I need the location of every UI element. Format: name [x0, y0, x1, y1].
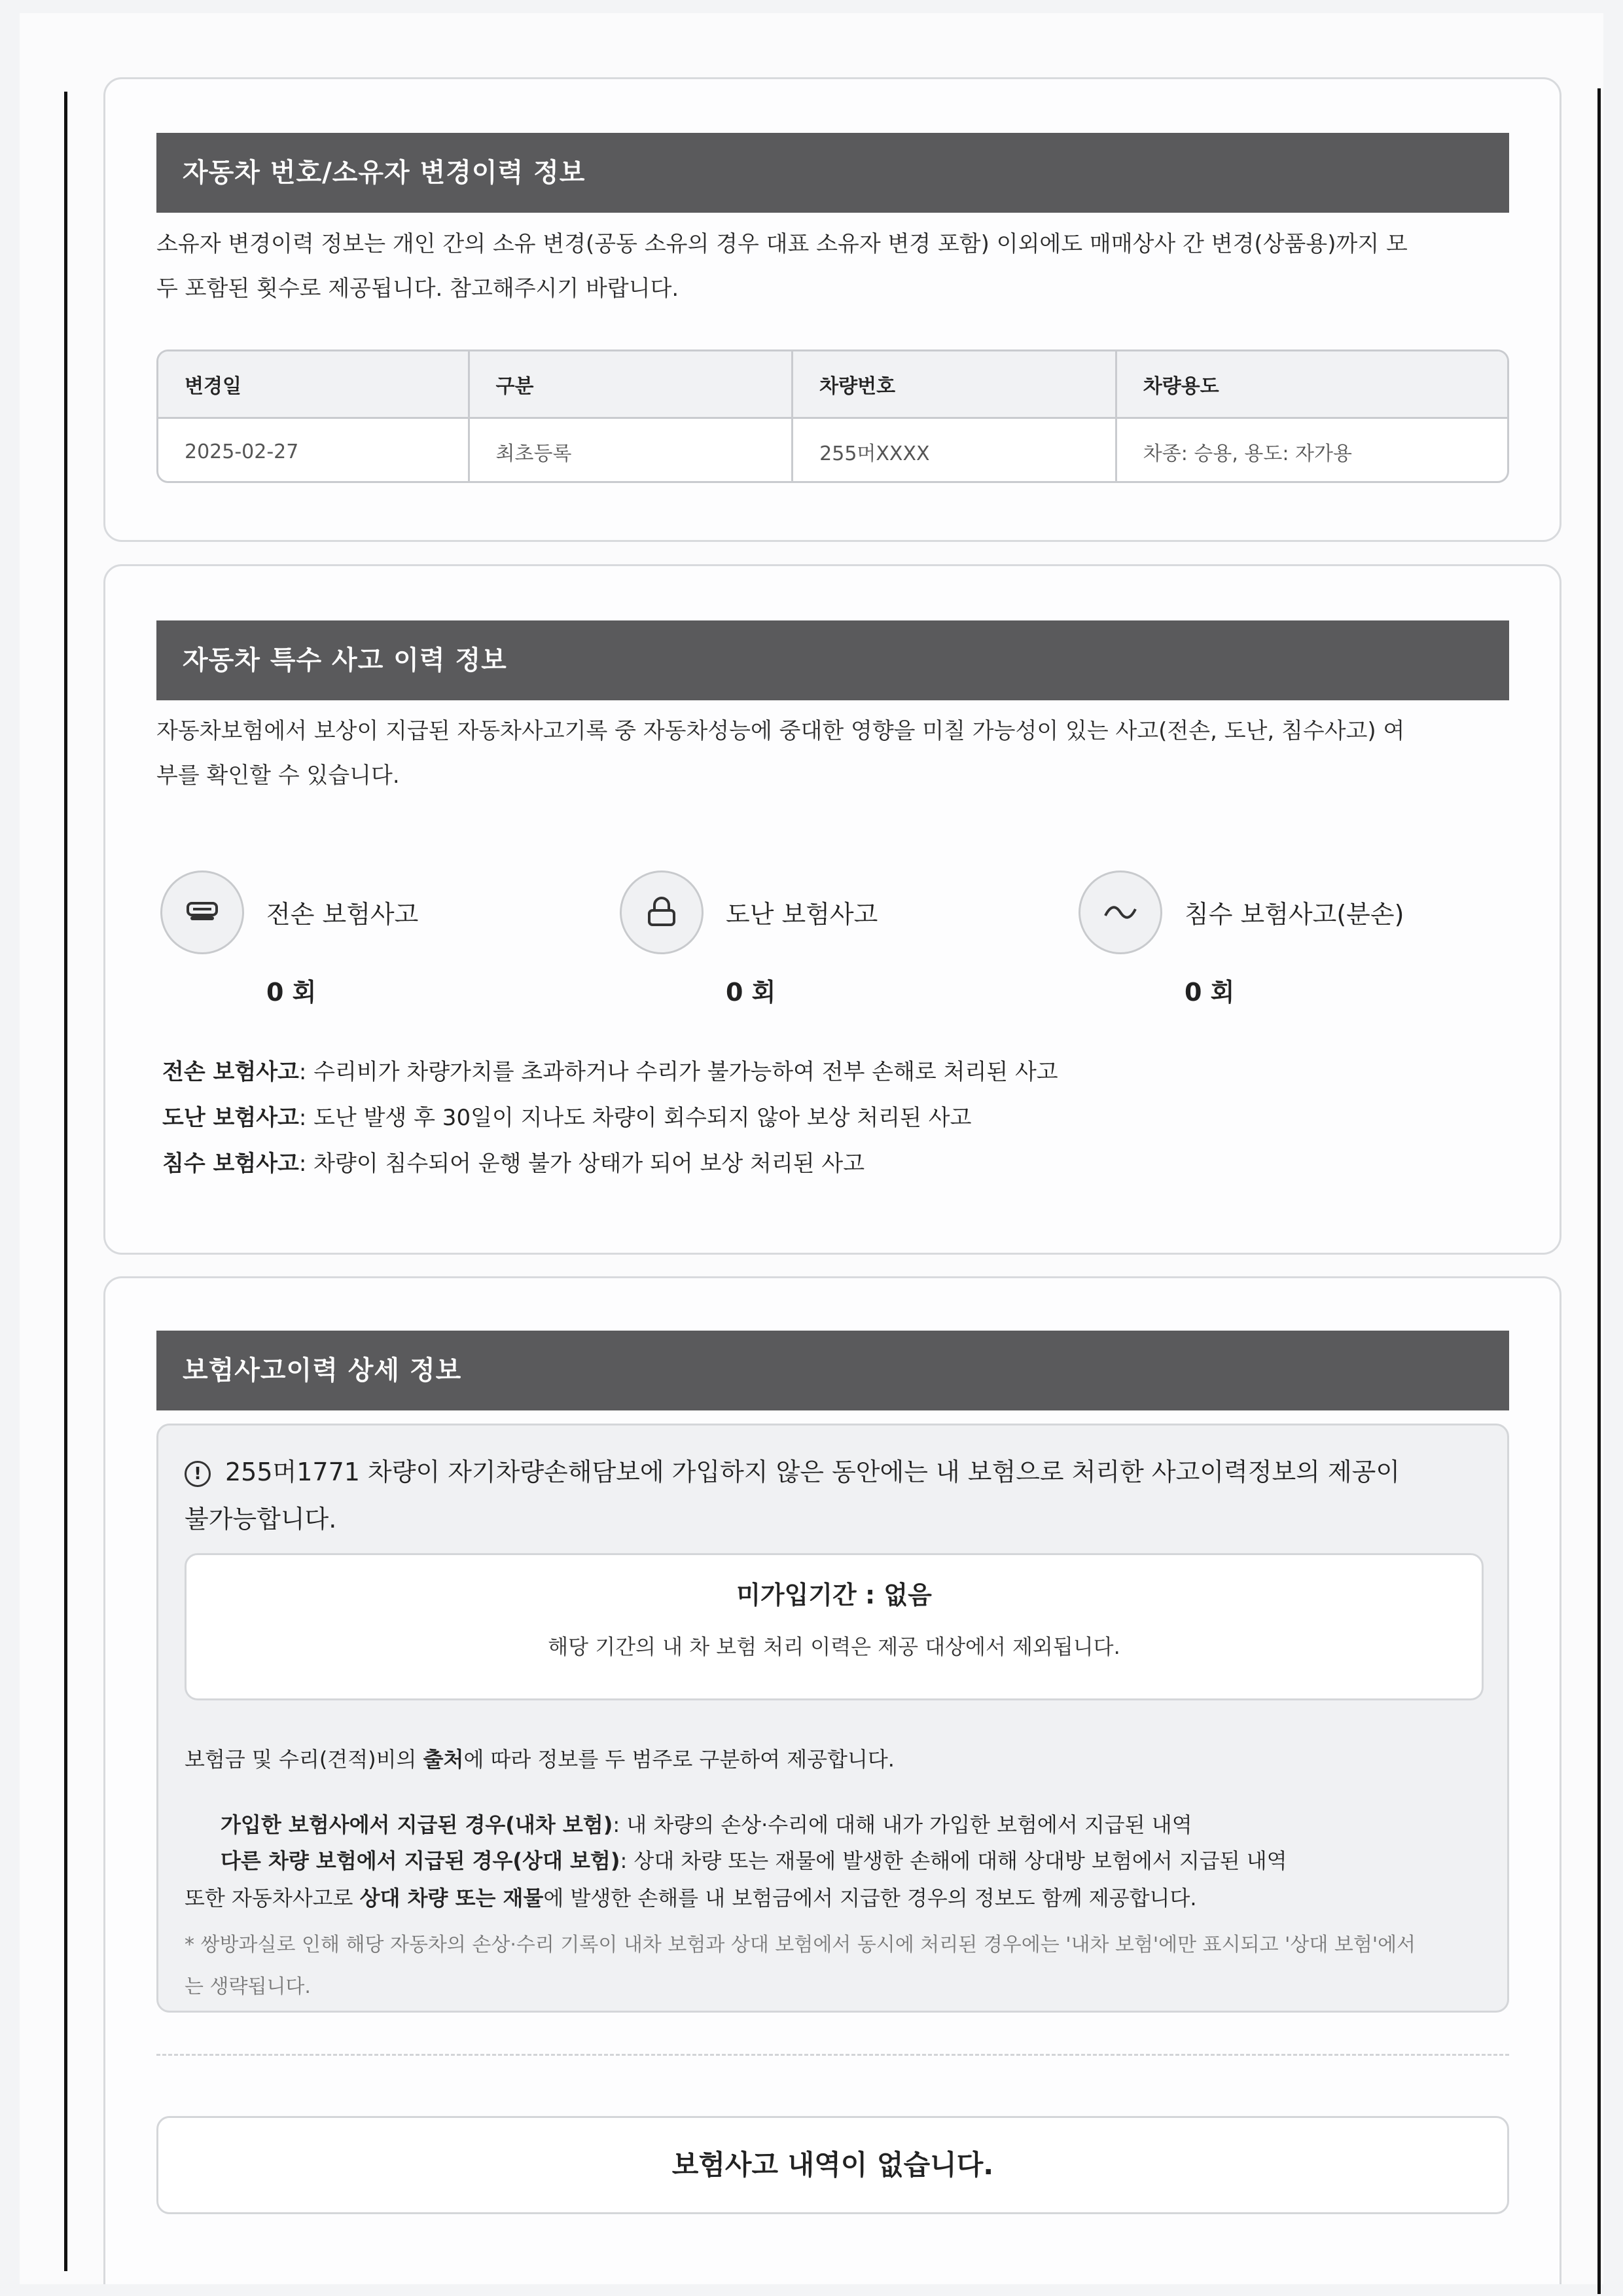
- table-cell: 최초등록: [469, 418, 793, 484]
- theft-stat: [620, 870, 1078, 1014]
- no-accident-box: 보험사고 내역이 없습니다.: [156, 2116, 1509, 2214]
- flood-stat: [1079, 870, 1537, 1014]
- stat-label: 전손 보험사고: [266, 900, 419, 929]
- notice-text: ! 255머1771 차량이 자기차량손해담보에 가입하지 않은 동안에는 내 보험으로 처리한 사고이력정보의 제공이 불가능합니다.: [185, 1458, 1400, 1534]
- divider: [156, 2054, 1509, 2056]
- column-header: 변경일: [158, 351, 469, 418]
- section-description: 소유자 변경이력 정보는 개인 간의 소유 변경(공동 소유의 경우 대표 소유자 변경 포함) 이외에도 매매상사 간 변경(상품용)까지 모 두 포함된 횟수로 제공됩니다. 참고해주시기 바랍니다.: [156, 231, 1408, 302]
- right-border-line: [1597, 88, 1601, 2294]
- section-title: 보험사고이력 상세 정보: [156, 1331, 1509, 1410]
- table-cell: 2025-02-27: [158, 418, 469, 484]
- table-header-row: [158, 351, 1507, 418]
- column-header: 차량용도: [1116, 351, 1507, 418]
- stat-label: 침수 보험사고(분손): [1185, 900, 1404, 929]
- stat-count: 0 회: [266, 978, 317, 1007]
- stat-count: 0 회: [1185, 978, 1235, 1007]
- car-wreck-icon: [160, 870, 244, 954]
- document-page: [20, 13, 1603, 2284]
- other-insurance-explanation: 다른 차량 보험에서 지급된 경우(상대 보험): 상대 차량 또는 재물에 발생한 손해에 대해 상대방 보험에서 지급된 내역: [221, 1848, 1287, 1873]
- column-header: 구분: [469, 351, 793, 418]
- uninsured-period-note: 해당 기간의 내 차 보험 처리 이력은 제공 대상에서 제외됩니다.: [548, 1634, 1120, 1659]
- ownership-table: [156, 350, 1509, 483]
- definition-total-loss: 전손 보험사고: 수리비가 차량가치를 초과하거나 수리가 불가능하여 전부 손해로 처리된 사고: [162, 1059, 1058, 1085]
- section-description: 자동차보험에서 보상이 지급된 자동차사고기록 중 자동차성능에 중대한 영향을 미칠 가능성이 있는 사고(전손, 도난, 침수사고) 여 부를 확인할 수 있습니다.: [156, 718, 1405, 789]
- info-icon: !: [185, 1461, 211, 1487]
- uninsured-period-box: [185, 1553, 1484, 1700]
- table-cell: 255머XXXX: [793, 418, 1116, 484]
- additional-explanation: 또한 자동차사고로 상대 차량 또는 재물에 발생한 손해를 내 보험금에서 지급한 경우의 정보도 함께 제공합니다.: [185, 1886, 1197, 1910]
- definition-theft: 도난 보험사고: 도난 발생 후 30일이 지나도 차량이 회수되지 않아 보상 처리된 사고: [162, 1105, 972, 1131]
- ownership-history-card: [103, 77, 1561, 542]
- total-loss-stat: [160, 870, 618, 1014]
- uninsured-period-title: 미가입기간 : 없음: [736, 1581, 932, 1609]
- table-row: [158, 418, 1507, 484]
- source-explanation: 보험금 및 수리(견적)비의 출처에 따라 정보를 두 범주로 구분하여 제공합니다.: [185, 1747, 895, 1772]
- insurance-detail-card: [103, 1276, 1561, 2284]
- left-border-line: [64, 92, 67, 2271]
- section-title: 자동차 특수 사고 이력 정보: [156, 620, 1509, 700]
- table-cell: 차종: 승용, 용도: 자가용: [1143, 442, 1352, 465]
- stat-count: 0 회: [726, 978, 776, 1007]
- notice-box: [156, 1424, 1509, 2013]
- footnote: * 쌍방과실로 인해 해당 자동차의 손상·수리 기록이 내차 보험과 상대 보험에서 동시에 처리된 경우에는 '내차 보험'에만 표시되고 '상대 보험'에서 는 생략됩니다.: [185, 1933, 1416, 1998]
- water-wave-icon: [1079, 870, 1162, 954]
- lock-icon: [620, 870, 704, 954]
- section-title: 자동차 번호/소유자 변경이력 정보: [156, 133, 1509, 213]
- own-insurance-explanation: 가입한 보험사에서 지급된 경우(내차 보험): 내 차량의 손상·수리에 대해 내가 가입한 보험에서 지급된 내역: [221, 1812, 1192, 1837]
- column-header: 차량번호: [793, 351, 1116, 418]
- stat-label: 도난 보험사고: [726, 900, 878, 929]
- definition-flood: 침수 보험사고: 차량이 침수되어 운행 불가 상태가 되어 보상 처리된 사고: [162, 1151, 865, 1177]
